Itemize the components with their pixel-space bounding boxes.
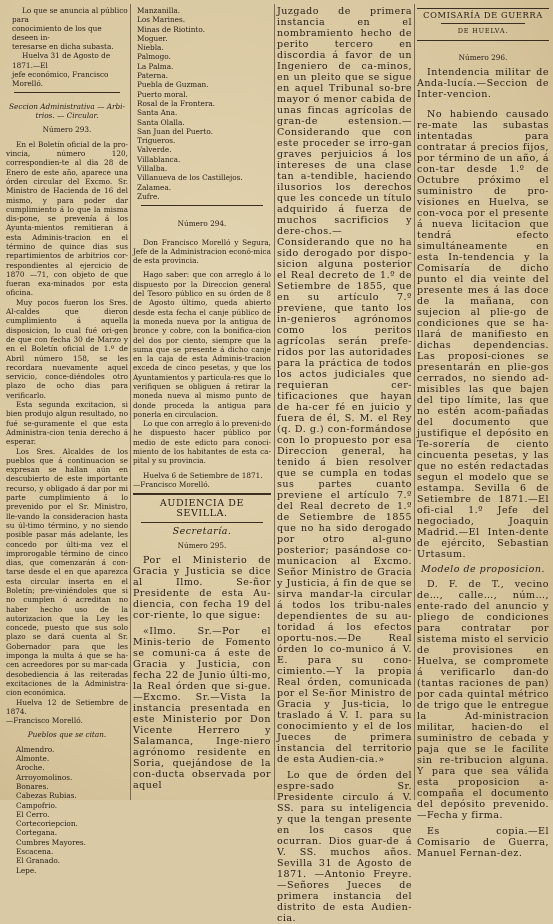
paragraph: Juzgado de primera instancia en el nombramiento hecho de perito tercero en discordia á favor de un Ingeniero de ca-minos, en un pleito que se sigue en aquel Tribunal so-bre mayor ó menor cabida de unas fincas agrícolas de gran-de estension.—Considerando que con este proceder se irro-gan graves perjuicios á los intereses de una clase tan a-tendible, haciendo ilusorios los derechos que les concede un título adquirido á fuerza de muchos sacrificios y dere-chos.—Considerando que no ha sido derogado por dispo-sicion alguna posterior el Real decreto de 1.º de Setiembre de 1855, que en su artículo 7.º previene, que tanto los in-genieros agrónomos como los peritos agrícolas serán prefe-ridos por las autoridades para la práctica de todos los actos judiciales que requieran cer-tificaciones que hayan de ha-cer fé en juicio y fuera de él, S. M. el Rey (q. D. g.) con-formándose con lo propuesto por esa Direccion general, ha tenido á bien resolver que se cumpla en todas sus partes cuanto previene el artículo 7.º del Real decreto de 1.º de Setiembre de 1855 que no ha sido derogado por otro al-guno posterior; pasándose co-municacion al Excmo. Señor Ministro de Gracia y Justicia, á fin de que se sirva mandar-la circular á todos los tribu-nales dependientes de su au-toridad á los efectos oportu-nos.—De Real órden lo co-munico á V. E. para su cono-cimiento.—Y la propia Real órden, comunicada por el Se-ñor Ministro de Gracia y Jus-ticia, lo traslado á V. I. para su conocimiento y el de los Jueces de primera instancia del territorio de esta Audien-cia.»: [277, 6, 412, 765]
paragraph: Es copia.—El Comisario de Guerra, Manuel Fernan-dez.: [417, 826, 549, 860]
list-item: El Granado.: [16, 856, 60, 866]
paragraph: Hago saber: que con arreglo á lo dispuesto por la Direccion general del Tesoro público en su órden de 8 de Agosto último, queda abierto desde esta fecha el canje público de la moneda nueva por la antigua de bronce y cobre, con la bonifica-cion del dos por ciento, siempre que la suma que se presente á dicho canje en la caja de esta Adminis-tracion exceda de cinco pesetas, y que los Ayuntamientos y particula-res que lo verifiquen se obliguen á retirar la moneda nueva al mismo punto de donde proceda la antigua para ponerla en circulacion.: [133, 270, 271, 419]
list-item: Paterna.: [137, 71, 169, 81]
signature: —Francisco Morelló.: [133, 479, 210, 489]
list-item: Los Marines.: [137, 15, 186, 25]
list-item: Villalba.: [137, 164, 168, 174]
text-line: Huelva 31 de Agosto de 1871.—El: [12, 51, 111, 70]
column-1: [6, 6, 128, 875]
list-item: Zufre.: [137, 191, 160, 201]
paragraph: «Ilmo. Sr.—Por el Minis-terio de Fomento se comuni-ca á este de Gracia y Justicia, con fecha 22 de Junio últi-mo, la Real órden que si-gue.—Excmo. Sr.—Vista la instancia presentada en este Ministerio por Don Vicente Herrero y Salamanca, Inge-niero agrónomo residente en Soria, quejándose de la con-ducta observada por aquel: [133, 626, 271, 792]
list-item: San Juan del Puerto.: [137, 126, 213, 136]
text-line: jefe económico, Francisco Morelló.: [12, 69, 109, 88]
list-item: Puebla de Guzman.: [137, 80, 209, 90]
list-item: Rosal de la Frontera.: [137, 98, 215, 108]
column-3: [277, 6, 412, 924]
list-item: Valverde.: [137, 145, 172, 155]
list-item: Almonte.: [16, 754, 50, 764]
section-subheading: DE HUELVA.: [457, 27, 509, 36]
town-list-continued: [133, 6, 271, 201]
section-heading: Seccion Administrativa — Arbi-: [9, 101, 125, 111]
column-rule: [130, 4, 131, 800]
text-line: conocimiento de los que deseen in-: [12, 24, 102, 43]
divider: [441, 23, 525, 24]
notice-number: Número 294.: [177, 219, 227, 229]
town-list: [6, 745, 128, 875]
list-item: Escacena.: [16, 847, 54, 856]
list-title: Pueblos que se citan.: [27, 730, 107, 740]
date-line: Huelva 12 de Setiembre de 1874.: [6, 697, 128, 716]
list-item: Minas de Riotinto.: [137, 24, 205, 34]
list-item: Zalamea.: [137, 182, 172, 192]
divider: [14, 92, 120, 93]
list-item: Lepe.: [16, 865, 37, 875]
paragraph: Intendencia militar de Anda-lucía.—Seccion de Inter-vencion.: [417, 66, 549, 100]
list-item: Arroyomolinos.: [16, 772, 73, 782]
text-line: teresarse en dicha subasta.: [12, 42, 114, 52]
divider: [141, 522, 263, 523]
notice-number: Número 296.: [458, 52, 508, 62]
list-item: Cortegana.: [16, 828, 58, 838]
subheading: Modelo de proposicion.: [421, 563, 545, 575]
list-item: Palmogo.: [137, 52, 171, 62]
list-item: Moguer.: [137, 33, 168, 43]
column-4: [417, 6, 549, 860]
list-item: Cumbres Mayores.: [16, 837, 86, 847]
list-item: La Palma.: [137, 61, 174, 71]
divider: [417, 8, 549, 9]
paragraph: Lo que de órden del espre-sado Sr. Presidente circulo á V. SS. para su inteligencia y que la tengan presente en los casos que ocurran. Dios guar-de á V. SS. muchos años. Sevilla 31 de Agosto de 1871. —Antonio Freyre.—Señores Jueces de primera instancia del distrito de esta Audien-cia.: [277, 770, 412, 924]
column-rule: [414, 4, 415, 800]
list-item: El Cerro.: [16, 809, 50, 819]
list-item: Puerto moral.: [137, 89, 188, 99]
paragraph: Muy pocos fueron los Sres. Al-caldes que dieron cumplimiento á aquella disposicion, lo cual fué ori-gen de que con fecha 30 de Marzo y en el Boletín oficial de 1.º de Abril número 158, se les recordara nuevamente aquel servicio, conce-diéndoles otro plazo de ocho dias para verificarlo.: [6, 297, 128, 400]
section-heading: COMISARÍA DE GUERRA: [423, 10, 543, 20]
divider: [133, 493, 271, 495]
list-item: Aroche.: [16, 763, 45, 773]
list-item: Niebla.: [137, 43, 164, 53]
paragraph: Don Francisco Morelló y Segura, Jefe de la Administracion econó-mica de esta provincia.: [133, 237, 271, 266]
divider: [417, 40, 549, 41]
divider: [141, 205, 263, 206]
list-item: Bonares.: [16, 781, 49, 791]
subheading: Secretaría.: [172, 525, 232, 537]
signature: —Francisco Morelló.: [6, 716, 83, 726]
list-item: Almendro.: [16, 744, 55, 754]
paragraph: Lo que con arreglo á lo preveni-do he dispuesto hacer público por medio de este edicto para conoci-miento de los habitantes de esta ca-pital y su provincia.: [133, 419, 271, 466]
list-item: Cabezas Rubias.: [16, 791, 77, 801]
paragraph: Esta segunda excitacion, si bien produjo algun resultado, no fué se-guramente el que esta Administra-cion tenia derecho á esperar.: [6, 400, 128, 447]
notice-number: Número 295.: [177, 541, 227, 551]
paragraph: D. F. de T., vecino de…, calle…, núm…, ente-rado del anuncio y pliego de condiciones para contratar por sistema misto el servicio de provisiones en Huelva, se compromete á verificarlo dan-do (tantas raciones de pan) por cada quintal métrico de trigo que le entregue la Ad-ministracion militar, hacien-do el suministro de cebada y paja que se le facilite sin re-tribucion alguna. Y para que sea válida esta proposicion a-compaña el documento del depósito prevenido.—Fecha y firma.: [417, 579, 549, 822]
list-item: Villanueva de los Castillejos.: [137, 173, 243, 183]
list-item: Manzanilla.: [137, 6, 181, 15]
paragraph: Por el Ministerio de Gracia y Justicia se dice al Ilmo. Se-ñor Presidente de esta Au-diencia, con fecha 19 del cor-riente, lo que sigue:: [133, 555, 271, 622]
section-heading: AUDIENCIA DE SEVILLA.: [159, 498, 245, 519]
text-line: Lo que se anuncia al público para: [12, 6, 128, 25]
paragraph: Los Sres. Alcaldes de los pueblos que á continuacion se expresan se hallan aún en descubierto de este importante recurso, y obligado á dar por mi parte cumplimiento á lo prevenido por el Sr. Ministro, lle-vando la consideracion hasta su úl-timo término, y no siendo posible pasar más adelante, les concedo por últi-ma vez el improrogable término de cinco dias, que comenzarán á con-tarse desde el en que aparezca esta circular inserta en el Boletín; pre-viniéndoles que si no cumplen ó acreditan no haber hecho uso de la autorizacion que la Ley les concede, puesto que sus solo plazo se dará cuenta al Sr. Gobernador para que les imponga la multa á que se ha-cen acreedores por su mar-cada desobediencia á las reiteradas excitaciones de la Administra-cion económica.: [6, 446, 128, 698]
column-2: [133, 6, 271, 796]
date-line: Huelva 6 de Setiembre de 1871.: [143, 470, 263, 480]
list-item: Santa Olalla.: [137, 117, 185, 127]
paragraph: En el Boletín oficial de la pro-vincia, número 120, correspondien-te al dia 28 de Enero de este año, aparece una órden circular del Excmo. Sr. Ministro de Hacienda de 16 del mismo, y para poder dar cumplimiento á lo que la misma dis-pone, se prevenía á los Ayunta-mientos remitieran á esta Adminis-tracion en el término de quince dias sus repartimientos de arbitrios cor-respondientes al ejercicio de 1870 —71, con objeto de que fueran exa-minados por esta oficina.: [6, 139, 128, 298]
notice-number: Número 293.: [42, 125, 92, 135]
paragraph: No habiendo causado re-mate las subastas intentadas para contratar á precios fijos, por término de un año, á con-tar desde 1.º de Octubre próximo el suministro de pro-visiones en Huelva, se con-voca por el presente á nueva licitacion que tendrá efecto simultáneamente en esta In-tendencia y la Comisaría de dicho punto el dia veinte del presente mes á las doce de la mañana, con sujecion al plie-go de condiciones que se ha-llará de manifiesto en dichas dependencias. Las proposi-ciones se presentarán en plie-gos cerrados, no siendo ad-misibles las que bajen del tipo límite, las que no estén acom-pañadas del documento que justifique el depósito en Te-sorería de ciento cincuenta pesetas, y las que no estén redactadas segun el modelo que se estampa. Sevilla 6 de Setiembre de 1871.—El ofi-cial 1.º Jefe del negociado, Joaquin Madrid.—El Inten-dente de ejército, Sebastian Urtasum.: [417, 108, 549, 560]
list-item: Villablanca.: [137, 154, 181, 164]
list-item: Santa Ana.: [137, 108, 178, 118]
list-item: Campofrio.: [16, 800, 58, 810]
section-heading-2: trios. — Circular.: [35, 111, 99, 121]
column-rule: [274, 4, 275, 800]
list-item: Trigueros.: [137, 136, 176, 146]
list-item: Cortecoriepcion.: [16, 819, 78, 829]
